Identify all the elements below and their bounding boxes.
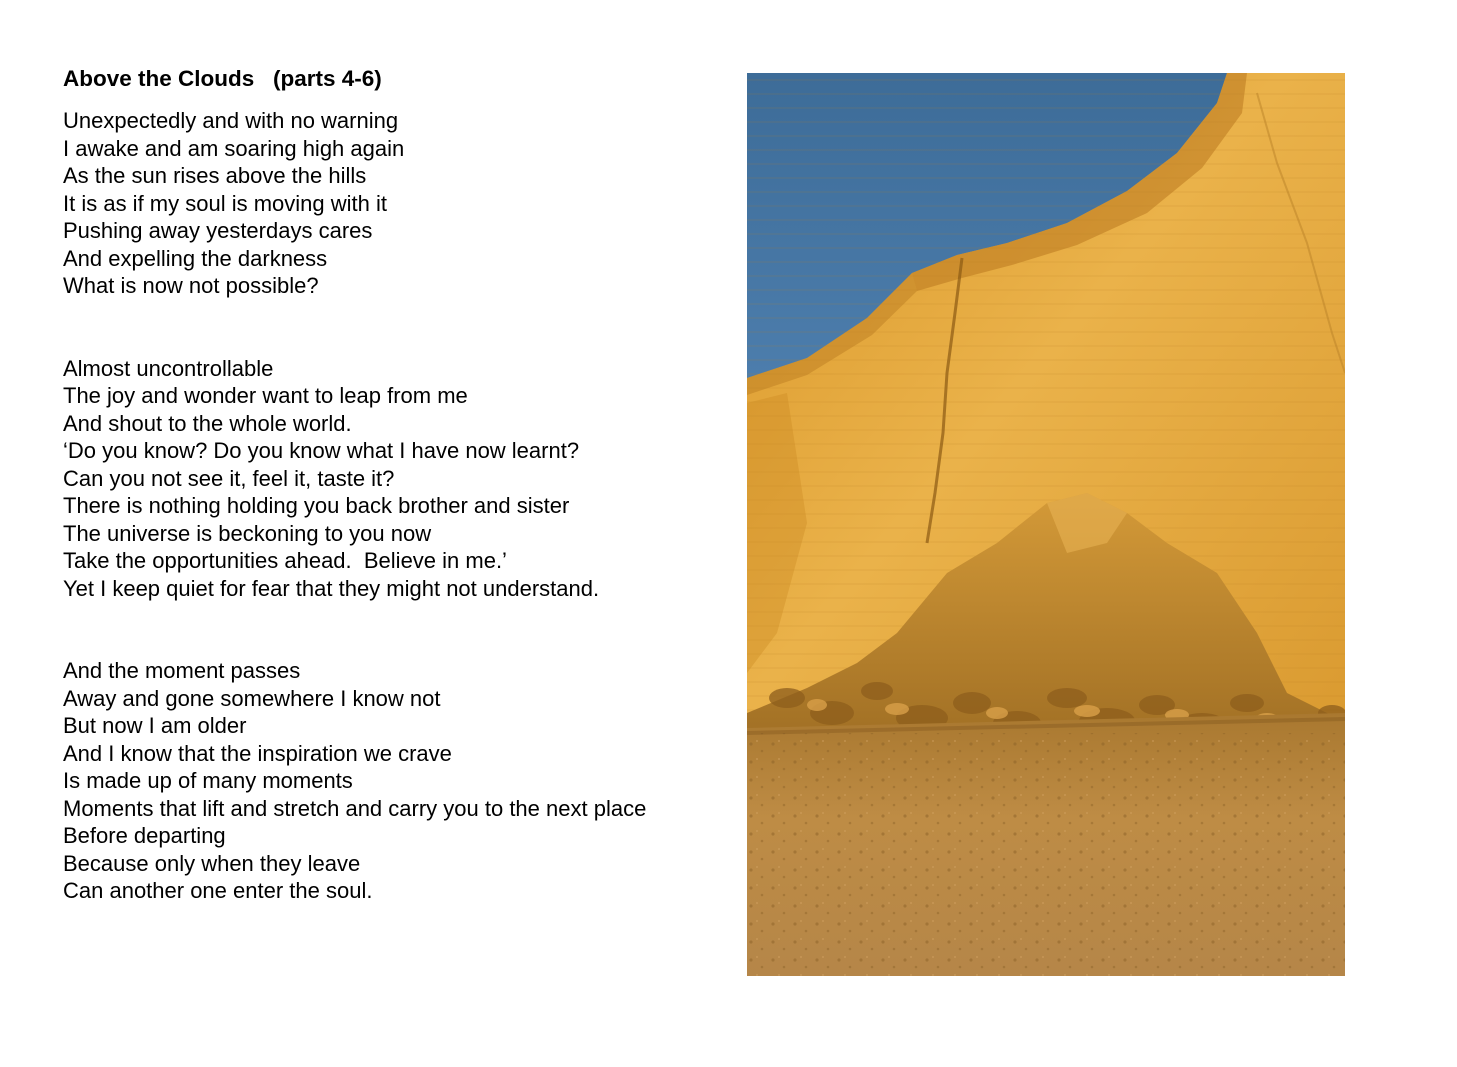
poem-line: Take the opportunities ahead. Believe in me.’ [63, 548, 507, 573]
poem-line: The universe is beckoning to you now [63, 520, 432, 546]
poem-line: Is made up of many moments [63, 768, 353, 793]
poem-line: ‘Do you know? Do you know what I have now learnt? [63, 438, 580, 463]
poem-line: And shout to the whole world. [63, 410, 352, 436]
stanza-1 [63, 107, 723, 300]
poem-line: And expelling the darkness [63, 245, 328, 271]
poem-line: There is nothing holding you back brother and sister [63, 493, 570, 518]
poem-line: Can you not see it, feel it, taste it? [63, 465, 395, 491]
poem-line: Can another one enter the soul. [63, 878, 373, 903]
poem-line: And the moment passes [63, 658, 301, 683]
poem-line: Moments that lift and stretch and carry you to the next place [63, 795, 647, 821]
cliff-photo-illustration [747, 73, 1345, 976]
poem-line: I awake and am soaring high again [63, 135, 405, 161]
poem [63, 64, 723, 905]
poem-line: What is now not possible? [63, 273, 319, 298]
poem-line: Yet I keep quiet for fear that they might not understand. [63, 575, 600, 601]
poem-line: Unexpectedly and with no warning [63, 108, 399, 133]
stanza-3 [63, 657, 723, 905]
poem-line: Pushing away yesterdays cares [63, 218, 373, 243]
poem-line: It is as if my soul is moving with it [63, 190, 387, 216]
poem-line: And I know that the inspiration we crave [63, 740, 452, 766]
poem-line: Almost uncontrollable [63, 355, 274, 381]
cliff-photo [747, 73, 1345, 976]
poem-line: But now I am older [63, 713, 247, 738]
poem-line: Away and gone somewhere I know not [63, 685, 441, 711]
poem-line: As the sun rises above the hills [63, 163, 367, 188]
poem-title: Above the Clouds (parts 4-6) [63, 66, 382, 91]
poem-line: Before departing [63, 823, 226, 848]
poem-line: Because only when they leave [63, 850, 361, 876]
poem-line: The joy and wonder want to leap from me [63, 383, 468, 408]
stanza-2 [63, 355, 723, 603]
